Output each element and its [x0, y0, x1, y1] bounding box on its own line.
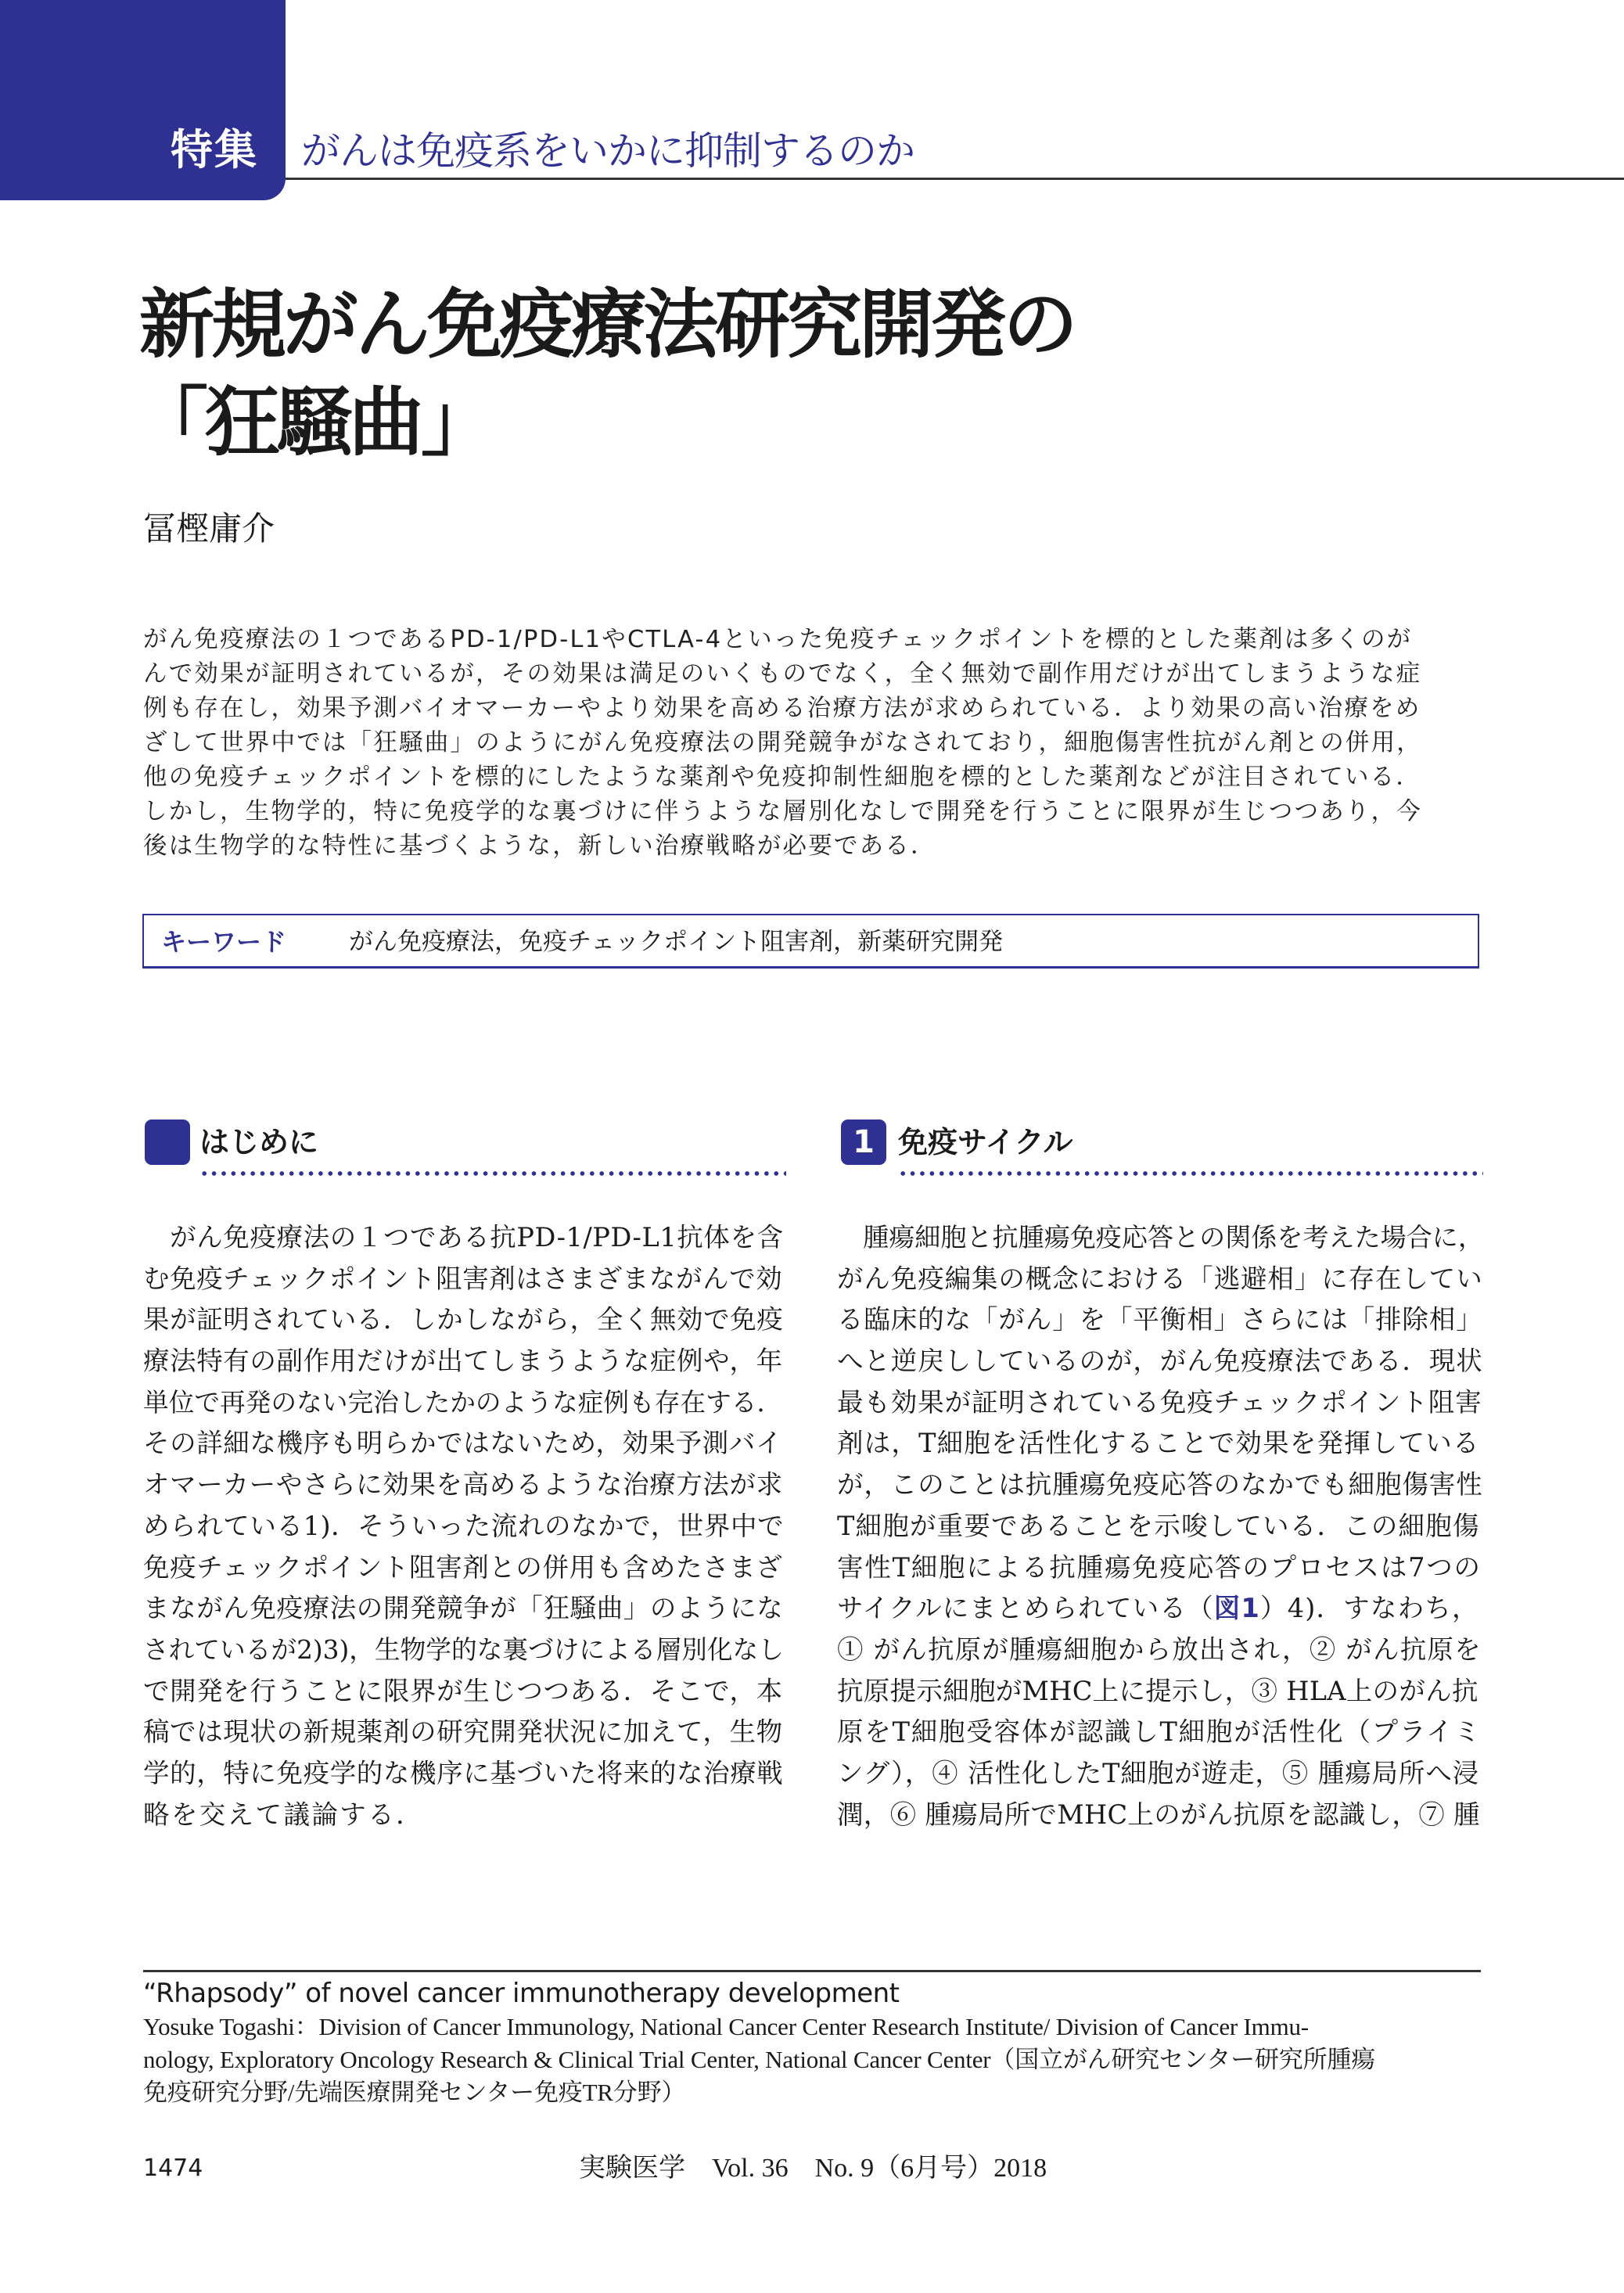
body-line: 単位で再発のない完治したかのような症例も存在する．: [143, 1387, 783, 1418]
abstract-line: んで効果が証明されているが，その効果は満足のいくものでなく，全く無効で副作用だけが出てしまうような症: [143, 660, 1422, 688]
body-line: オマーカーやさらに効果を高めるような治療方法が求: [143, 1469, 783, 1501]
affiliation-line: nology, Exploratory Oncology Research & Clinical Trial Center, National Cancer Center（国立がん研究センター研究所腫瘍: [143, 2046, 1375, 2073]
body-line: 害性T細胞による抗腫瘍免疫応答のプロセスは7つの: [837, 1551, 1482, 1583]
abstract-line: 後は生物学的な特性に基づくような，新しい治療戦略が必要である．: [143, 832, 936, 860]
body-line: へと逆戻ししているのが，がん免疫療法である．現状: [837, 1346, 1483, 1377]
section-number-badge: 1: [841, 1120, 886, 1165]
author-affiliation: [143, 2011, 1482, 2109]
body-line: 学的，特に免疫学的な機序に基づいた将来的な治療戦: [143, 1757, 784, 1788]
section-heading-introduction: はじめに: [199, 1125, 319, 1159]
body-line: 原をT細胞受容体が認識しT細胞が活性化（プライミ: [837, 1716, 1482, 1748]
body-line: る臨床的な「がん」を「平衡相」さらには「排除相」: [837, 1304, 1483, 1335]
body-column-left: [143, 1217, 786, 1835]
abstract-line: 例も存在し，効果予測バイオマーカーやより効果を高める治療方法が求められている．より効果の高い治療をめ: [143, 695, 1421, 722]
body-line: 腫瘍細胞と抗腫瘍免疫応答との関係を考えた場合に，: [837, 1222, 1484, 1253]
figure-reference-link[interactable]: 図1: [1213, 1593, 1260, 1624]
keyword-list: がん免疫療法，免疫チェックポイント阻害剤，新薬研究開発: [349, 928, 1004, 956]
body-line: 稿では現状の新規薬剤の研究開発状況に加えて，生物: [143, 1716, 783, 1748]
body-text: サイクルにまとめられている（: [837, 1593, 1214, 1624]
author-name: 冨樫庸介: [143, 509, 275, 548]
body-line: T細胞が重要であることを示唆している．この細胞傷: [837, 1510, 1480, 1541]
body-line: ① がん抗原が腫瘍細胞から放出され，② がん抗原を: [837, 1633, 1482, 1665]
body-line: 略を交えて議論する．: [143, 1799, 424, 1830]
keyword-label: キーワード: [161, 927, 287, 957]
body-line: 剤は，T細胞を活性化することで効果を発揮している: [837, 1428, 1480, 1459]
page-number: 1474: [143, 2155, 203, 2182]
body-line: ング），④ 活性化したT細胞が遊走，⑤ 腫瘍局所へ浸: [837, 1757, 1480, 1788]
affiliation-line: 免疫研究分野/先端医療開発センター免疫TR分野）: [143, 2079, 686, 2106]
special-feature-label: 特集: [171, 125, 258, 174]
body-line: 果が証明されている．しかしながら，全く無効で免疫: [143, 1304, 784, 1335]
article-title-line-1: 新規がん免疫療法研究開発の: [139, 281, 1075, 368]
abstract-line: しかし，生物学的，特に免疫学的な裏づけに伴うような層別化なしで開発を行うことに限界が生じつつあり，今: [143, 798, 1422, 825]
section-dotted-rule: [199, 1171, 786, 1176]
body-line: 療法特有の副作用だけが出てしまうような症例や，年: [143, 1346, 783, 1377]
body-line: がん免疫療法の１つである抗PD-1/PD-L1抗体を含: [143, 1222, 784, 1253]
body-line: されているが2)3)，生物学的な裏づけによる層別化なし: [143, 1634, 784, 1665]
abstract-line: がん免疫療法の１つであるPD-1/PD-L1やCTLA-4といった免疫チェックポイントを標的とした薬剤は多くのが: [143, 626, 1413, 653]
abstract-line: 他の免疫チェックポイントを標的にしたような薬剤や免疫抑制性細胞を標的とした薬剤などが注目されている．: [143, 764, 1422, 791]
body-column-right: [837, 1217, 1483, 1835]
body-line: [837, 1588, 1483, 1630]
body-line: 最も効果が証明されている免疫チェックポイント阻害: [837, 1386, 1482, 1418]
section-dotted-rule: [898, 1171, 1483, 1176]
affiliation-line: Yosuke Togashi：Division of Cancer Immunology, National Cancer Center Research Institute/ Division of Cancer Immu-: [143, 2013, 1309, 2040]
body-line: 抗原提示細胞がMHC上に提示し，③ HLA上のがん抗: [837, 1675, 1478, 1706]
body-line: まながん免疫療法の開発競争が「狂騒曲」のようにな: [143, 1593, 784, 1624]
keyword-box: [142, 914, 1479, 969]
body-line: が，このことは抗腫瘍免疫応答のなかでも細胞傷害性: [837, 1469, 1483, 1501]
article-title-line-2: 「狂騒曲」: [133, 379, 493, 466]
body-text: ）4)．すなわち，: [1260, 1593, 1479, 1624]
body-line: がん免疫編集の概念における「逃避相」に存在してい: [837, 1263, 1483, 1294]
journal-citation: 実験医学 Vol. 36 No. 9（6月号）2018: [579, 2154, 1047, 2183]
header-rule: [286, 178, 1624, 180]
footer-rule: [143, 1970, 1481, 1972]
english-title: “Rhapsody” of novel cancer immunotherapy development: [143, 1978, 900, 2009]
section-marker-square: [145, 1120, 190, 1165]
body-line: 免疫チェックポイント阻害剤との併用も含めたさまざ: [143, 1551, 783, 1583]
body-line: 潤，⑥ 腫瘍局所でMHC上のがん抗原を認識し，⑦ 腫: [837, 1799, 1480, 1830]
abstract: [143, 623, 1482, 864]
body-line: その詳細な機序も明らかではないため，効果予測バイ: [143, 1428, 783, 1459]
section-heading-immune-cycle: 免疫サイクル: [898, 1125, 1073, 1159]
body-line: む免疫チェックポイント阻害剤はさまざまながんで効: [143, 1263, 783, 1294]
series-title: がんは免疫系をいかに抑制するのか: [301, 128, 914, 174]
body-line: められている1)．そういった流れのなかで，世界中で: [143, 1510, 785, 1541]
body-line: で開発を行うことに限界が生じつつある．そこで，本: [143, 1675, 783, 1706]
abstract-line: ざして世界中では「狂騒曲」のようにがん免疫療法の開発競争がなされており，細胞傷害性抗がん剤との併用，: [143, 729, 1422, 757]
